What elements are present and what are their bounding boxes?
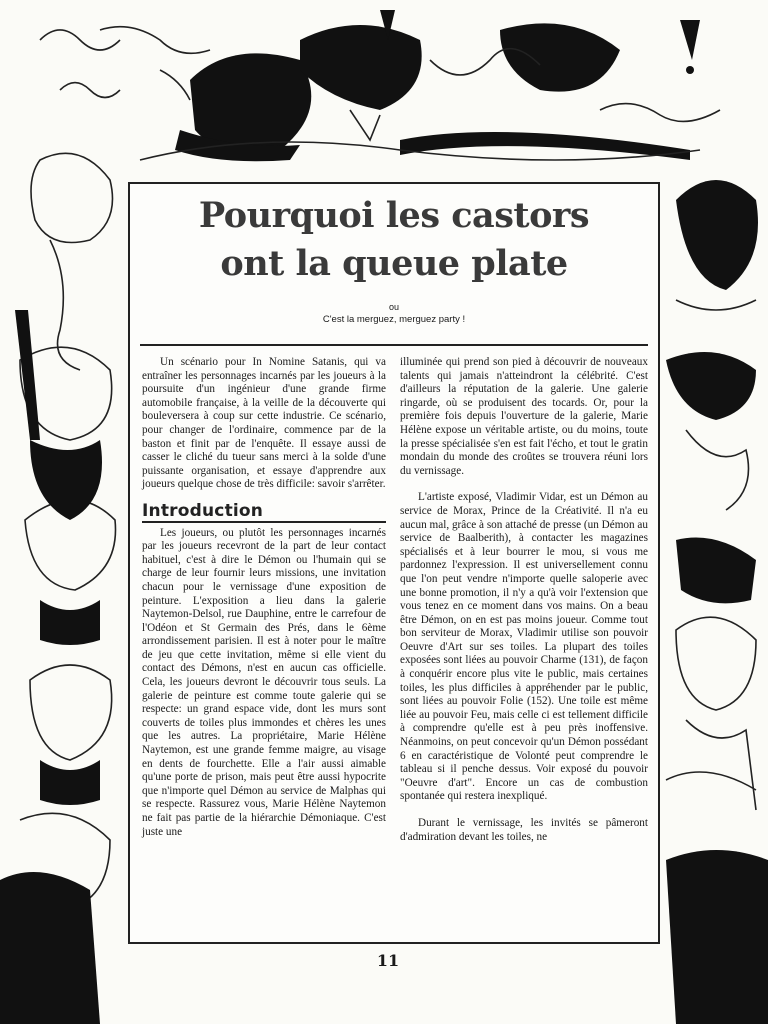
body-paragraph: Les joueurs, ou plutôt les personnages incarnés par les joueurs recevront de la part de leur contact habituel, c'est à dire le Démon ou l'humain qui se charge de leur fournir leurs missions, une invitation chacun pour le vernissage d'une exposition de peinture. L'exposition a lieu dans la galerie Naytemon-Delsol, rue Dauphine, entre le carrefour de l'Odéon et St Germain des Prés, dans le 6ème arrondissement parisien. Il est à noter pour le maître de jeu que cette invitation, même si elle vient du contact des Démons, n'est en aucun cas officielle. Cela, les joueurs devront le découvrir tous seuls. La galerie de peinture est comme toute galerie qui se respecte: un grand espace vide, dont les murs sont couverts de toiles plus immondes et chères les unes que les autres. La propriétaire, Marie Hélène Naytemon, est une grande femme maigre, au visage en dents de fourchette. Elle a l'air aussi aimable qu'une porte de prison, mais peut être aussi hypocrite que n'importe quel Démon au service de Malphas qui se respecte. Rassurez vous, Marie Hélène Naytemon ne fait pas partie de la hiérarchie Démoniaque. C'est juste une	[142, 526, 386, 838]
article-title: Pourquoi les castors ont la queue plate	[198, 195, 590, 284]
article-frame	[128, 182, 660, 944]
subtitle-connector: ou	[388, 302, 399, 312]
title-divider	[140, 344, 648, 346]
body-paragraph: illuminée qui prend son pied à découvrir de nouveaux talents qui jamais n'atteindront la célébrité. C'est d'ailleurs la réputation de la galerie. Une galerie ringarde, où se produisent des tocards. Or, pour la première fois depuis l'ouverture de la galerie, Marie Hélène expose un véritable artiste, ou du moins, toute la presse spécialisée s'en est fait l'écho, et tout le gratin mondain du monde des croûtes se trouvera réuni lors du vernissage.	[400, 356, 648, 477]
intro-paragraph: Un scénario pour In Nomine Satanis, qui va entraîner les personnages incarnés par les joueurs à la poursuite d'un ingénieur d'une grande firme automobile française, à la veille de la découverte qui bouleversera à coup sur cette industrie. Ce scénario, pour changer de l'ordinaire, commence par de la baston et finit par de l'enquête. Il essaye aussi de casser le cliché du tueur sans merci à la solde d'une puissante organisation, et essaye d'apprendre aux joueurs quelque chose de très difficile: savoir s'arrêter.	[142, 356, 386, 491]
article-subtitle: C'est la merguez, merguez party !	[322, 314, 466, 325]
right-border-comic-illustration	[656, 160, 768, 1024]
left-column	[142, 356, 386, 852]
page-number: 11	[376, 951, 400, 970]
left-border-comic-illustration	[0, 140, 128, 1024]
body-paragraph: L'artiste exposé, Vladimir Vidar, est un Démon au service de Morax, Prince de la Créativité. Il n'a eu aucun mal, grâce à son attaché de presse (un Démon au service de Baalberith), à contacter les magazines spécialisés et à leur bourrer le mou, si vous me pardonnez l'expression. Il est universellement connu que l'on peut vendre n'importe quelle saloperie avec une bonne promotion, il n'y a qu'à voir l'extension que vous tenez en ce moment dans vos mains. On a beau être Démon, on en est pas moins joueur. Comme tout bon serviteur de Morax, Vladimir utilise son pouvoir Oeuvre d'Art sur ses toiles. La plupart des toiles exposées sont liées au pouvoir Charme (131), de façon à conquérir encore plus vite le public, mais certaines toiles, les plus difficiles à appréhender par le public, sont liées au pouvoir Folie (152). Une toile est même liée au pouvoir Feu, mais celle ci est tellement difficile à comprendre qu'elle est à peu près inoffensive. Néanmoins, on peut concevoir qu'un Démon possédant 6 en caractéristique de Volonté peut comprendre le tableau si il penche dessus. Voir exposé du pouvoir "Oeuvre d'art". Encore un cas de combustion spontanée qui restera inexpliqué.	[400, 491, 648, 803]
body-paragraph: Durant le vernissage, les invités se pâmeront d'admiration devant les toiles, ne	[400, 817, 648, 843]
right-column	[400, 356, 648, 857]
section-heading: Introduction	[142, 505, 386, 523]
